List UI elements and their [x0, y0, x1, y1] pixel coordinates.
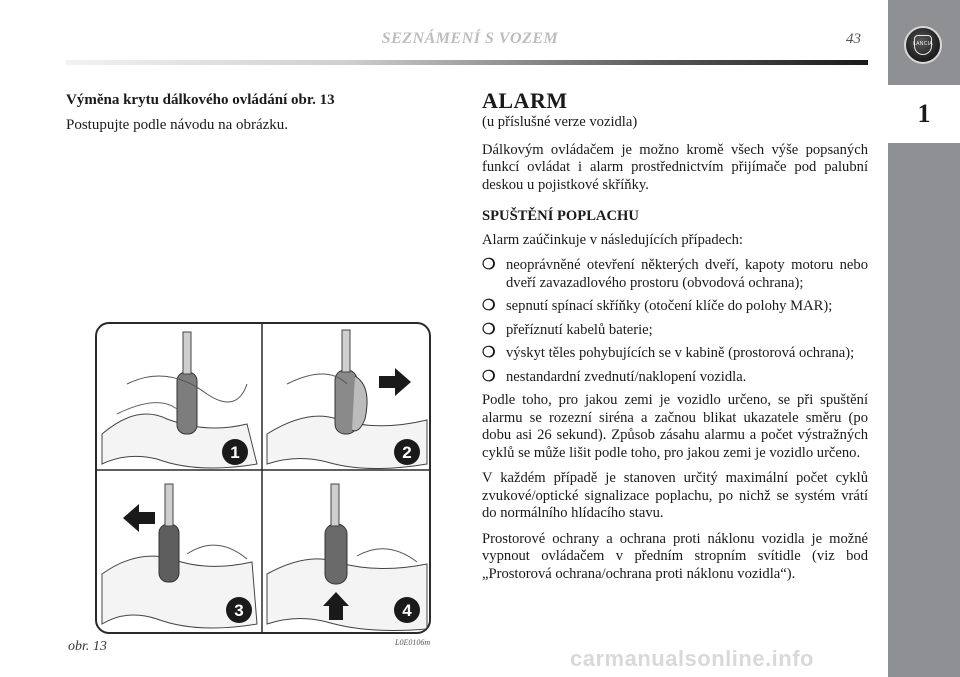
logo-text: LANCIA: [913, 41, 933, 47]
bullet-circle-icon: ❍: [482, 345, 496, 361]
left-column: [66, 92, 436, 134]
lancia-logo: [904, 26, 942, 64]
right-column: [482, 88, 868, 591]
alarm-trigger-intro: Alarm zaúčinkuje v následujících případech:: [482, 231, 743, 248]
chapter-number-tab[interactable]: 1: [888, 85, 960, 143]
alarm-subtitle: (u příslušné verze vozidla): [482, 114, 638, 130]
step-3-label: 3: [234, 601, 244, 620]
bullet-circle-icon: ❍: [482, 298, 496, 314]
alarm-trigger-list: [482, 257, 868, 386]
figure-caption: obr. 13: [68, 639, 107, 654]
list-item-text: výskyt těles pohybujících se v kabině (prostorová ochrana);: [506, 345, 855, 361]
list-item-text: neoprávněné otevření některých dveří, kapoty motoru nebo dveří zavazadlového prostoru (obvodová ochrana);: [506, 257, 868, 291]
list-item-text: nestandardní zvednutí/naklopení vozidla.: [506, 368, 747, 385]
alarm-paragraph-3: Prostorové ochrany a ochrana proti náklonu vozidla je možné vypnout ovládačem v předním stropním svítidle (viz bod „Prostorová ochrana/ochrana proti náklonu vozidla“).: [482, 530, 868, 582]
remote-cover-text: Postupujte podle návodu na obrázku.: [66, 117, 289, 133]
alarm-paragraph-2: V každém případě je stanoven určitý maximální počet cyklů zvukové/optické signalizace poplachu, po nichž se systém vrátí do normálního hlídacího stavu.: [482, 470, 868, 521]
list-item-text: přeříznutí kabelů baterie;: [506, 321, 653, 338]
panel-4-illustration: [267, 484, 427, 630]
step-4-label: 4: [402, 601, 412, 620]
list-item-text: sepnutí spínací skříňky (otočení klíče do polohy MAR);: [506, 298, 833, 314]
bullet-circle-icon: ❍: [482, 257, 496, 273]
list-item: [482, 257, 868, 292]
alarm-paragraph-1: Podle toho, pro jakou zemi je vozidlo určeno, se při spuštění alarmu se rozezní siréna a začnou blikat ukazatele směru (po dobu asi 26 sekund). Způsob zásahu alarmu a počet výstražných cyklů se může lišit podle toho, pro jakou zemi je vozidlo určeno.: [482, 392, 868, 461]
running-header-title: SEZNÁMENÍ S VOZEM: [381, 30, 559, 47]
section-title-alarm: ALARM: [482, 88, 568, 113]
bullet-circle-icon: ❍: [482, 321, 496, 338]
figure-key-cover-steps: [95, 322, 431, 634]
list-item: [482, 298, 868, 316]
panel-2-illustration: [267, 330, 427, 469]
alarm-trigger-heading: SPUŠTĚNÍ POPLACHU: [482, 208, 639, 224]
header-rule: [66, 60, 868, 65]
list-item: [482, 369, 868, 387]
figure-code: L0E0106m: [395, 638, 431, 647]
list-item: [482, 322, 868, 340]
page-number: 43: [846, 31, 861, 47]
panel-3-illustration: [102, 484, 257, 628]
step-2-label: 2: [402, 443, 412, 462]
remote-cover-heading: Výměna krytu dálkového ovládání obr. 13: [66, 92, 335, 108]
figure-illustration: [97, 324, 431, 634]
watermark: carmanualsonline.info: [570, 646, 814, 671]
step-1-label: 1: [230, 443, 240, 462]
alarm-intro-paragraph: Dálkovým ovládačem je možno kromě všech výše popsaných funkcí ovládat i alarm prostřednictvím přijímače pod palubní deskou u pojistkové skříňky.: [482, 141, 868, 193]
bullet-circle-icon: ❍: [482, 368, 496, 385]
list-item: [482, 345, 868, 363]
panel-1-illustration: [102, 332, 257, 468]
